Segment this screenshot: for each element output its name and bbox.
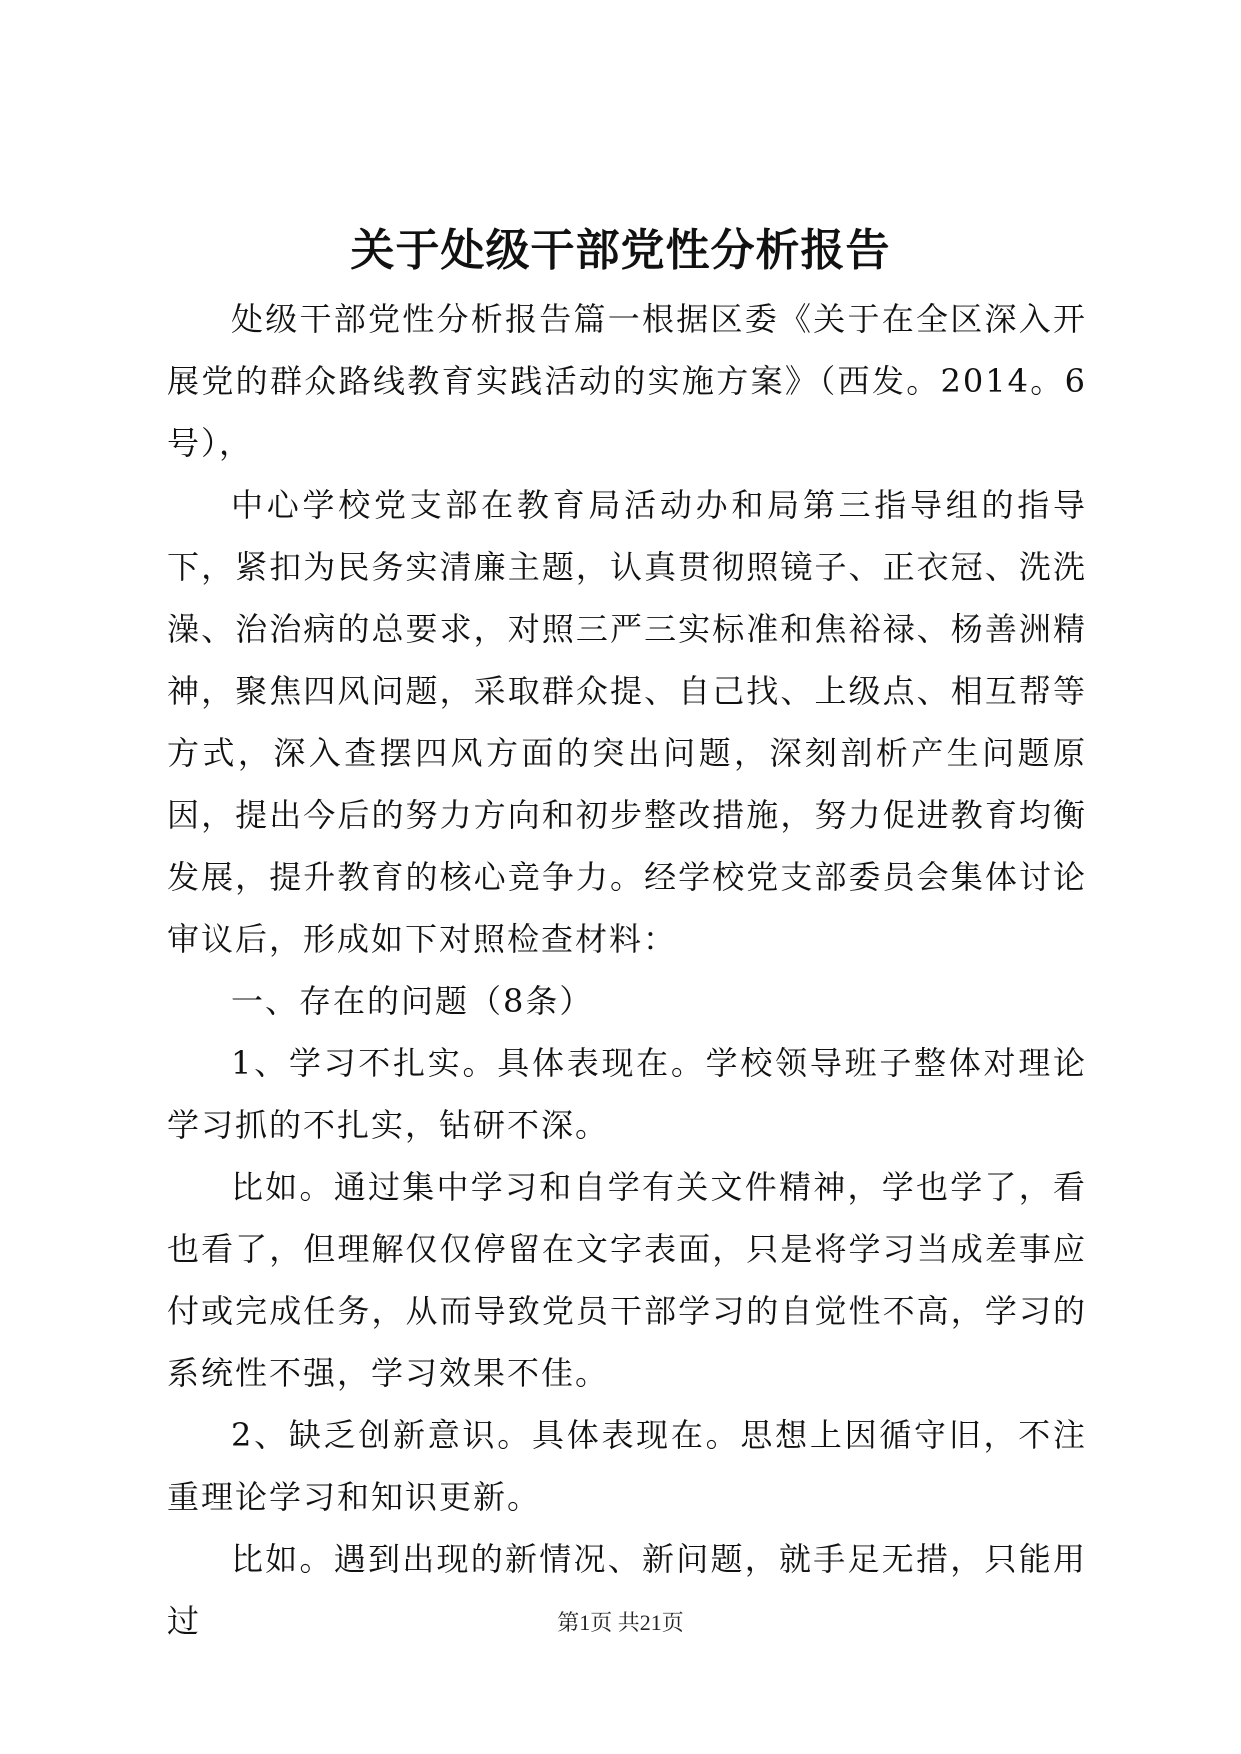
document-title: 关于处级干部党性分析报告	[350, 225, 891, 276]
paragraph-problem-1: 1、学习不扎实。具体表现在。学校领导班子整体对理论学习抓的不扎实，钻研不深。	[167, 1044, 1087, 1144]
paragraph-problem-2-example: 比如。遇到出现的新情况、新问题，就手足无措，只能用过	[167, 1540, 1087, 1640]
document-body	[167, 288, 1087, 1652]
paragraph-problem-2: 2、缺乏创新意识。具体表现在。思想上因循守旧，不注重理论学习和知识更新。	[167, 1416, 1087, 1516]
page-footer: 第1页 共21页	[557, 1610, 684, 1635]
paragraph-problem-1-example: 比如。通过集中学习和自学有关文件精神，学也学了，看也看了，但理解仅仅停留在文字表面，只是将学习当成差事应付或完成任务，从而导致党员干部学习的自觉性不高，学习的系统性不强，学习效果不佳。	[167, 1168, 1087, 1392]
section-heading-problems: 一、存在的问题（8条）	[231, 982, 594, 1020]
paragraph-intro: 处级干部党性分析报告篇一根据区委《关于在全区深入开展党的群众路线教育实践活动的实施方案》（西发。2014。6号），	[167, 300, 1087, 462]
paragraph-background: 中心学校党支部在教育局活动办和局第三指导组的指导下，紧扣为民务实清廉主题，认真贯彻照镜子、正衣冠、洗洗澡、治治病的总要求，对照三严三实标准和焦裕禄、杨善洲精神，聚焦四风问题，采取群众提、自己找、上级点、相互帮等方式，深入查摆四风方面的突出问题，深刻剖析产生问题原因，提出今后的努力方向和初步整改措施，努力促进教育均衡发展，提升教育的核心竞争力。经学校党支部委员会集体讨论审议后，形成如下对照检查材料：	[167, 486, 1087, 958]
